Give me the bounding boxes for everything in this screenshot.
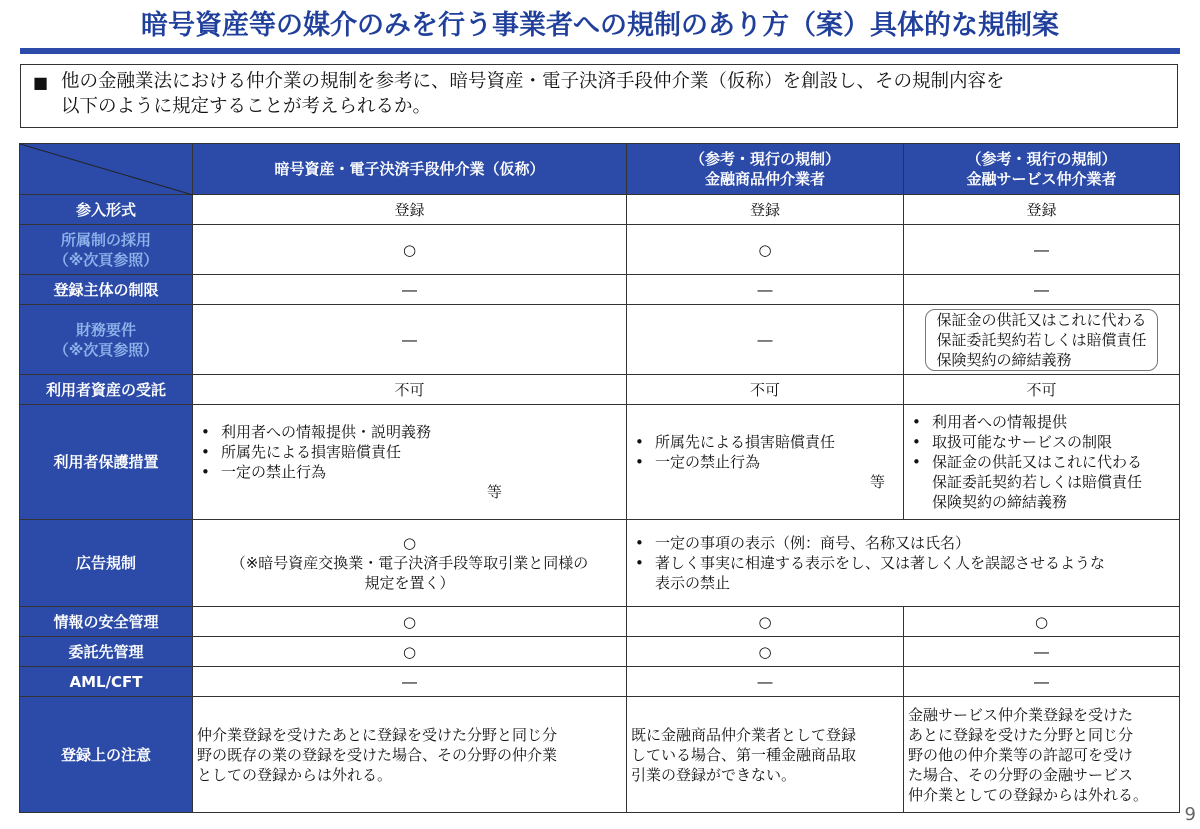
row-label-subtext: （※次頁参照） — [53, 250, 159, 269]
bracketed-note — [925, 309, 1157, 371]
cell-value: 不可 — [193, 375, 627, 405]
table-row — [20, 607, 1180, 637]
note-line: 保証金の供託又はこれに代わる — [936, 310, 1147, 329]
list-item-text: 表示の禁止 — [655, 574, 731, 592]
intro-line-1: 他の金融業法における仲介業の規制を参考に、暗号資産・電子決済手段仲介業（仮称）を創設し、その規制内容を — [61, 71, 1005, 92]
note-line: 仲介業登録を受けたあとに登録を受けた分野と同じ分 — [197, 725, 558, 744]
cell-value: ○ — [193, 225, 627, 275]
list-item: • 利用者への情報提供 — [932, 412, 1175, 432]
table-row — [20, 375, 1180, 405]
note-line: している場合、第一種金融商品取 — [631, 745, 857, 764]
note-line: 金融サービス仲介業登録を受けた — [908, 705, 1134, 724]
row-label-affiliation — [20, 225, 193, 275]
cell-value: ― — [193, 275, 627, 305]
note-line: としての登録からは外れる。 — [197, 765, 393, 784]
row-label-finance — [20, 305, 193, 375]
etc-mark: 等 — [486, 483, 502, 501]
cell-list — [627, 405, 904, 520]
table-row — [20, 275, 1180, 305]
list-item — [932, 452, 1175, 512]
column-header-fi-intermediary — [627, 144, 904, 195]
regulation-table — [19, 143, 1180, 813]
cell-value: ○ — [627, 225, 904, 275]
row-label-outsourcing: 委託先管理 — [20, 637, 193, 667]
cell-value: ○ — [627, 607, 904, 637]
cell-value: ― — [904, 225, 1180, 275]
cell-value: 登録 — [627, 195, 904, 225]
column-header-note: （参考・現行の規制） — [689, 150, 840, 168]
intro-box — [20, 64, 1178, 128]
row-label-aml: AML/CFT — [20, 667, 193, 697]
cell-value: 不可 — [904, 375, 1180, 405]
note-line: 引業の登録ができない。 — [631, 765, 797, 784]
cell-list — [193, 405, 627, 520]
list-item: • 一定の禁止行為 — [221, 462, 622, 482]
cell-value: ― — [904, 637, 1180, 667]
column-header-fs-intermediary — [904, 144, 1180, 195]
note-line: 保証委託契約若しくは賠償責任 — [936, 330, 1147, 349]
row-label-advertising: 広告規制 — [20, 520, 193, 607]
cell-value: ― — [193, 667, 627, 697]
column-header-label: 金融商品仲介業者 — [704, 170, 825, 188]
cell-list — [904, 405, 1180, 520]
list-item-text: • 保証金の供託又はこれに代わる — [932, 453, 1143, 471]
list-item: • 所属先による損害賠償責任 — [655, 432, 899, 452]
list-item: • 一定の禁止行為 — [655, 452, 899, 472]
row-label-protection: 利用者保護措置 — [20, 405, 193, 520]
column-header-note: （参考・現行の規制） — [966, 150, 1117, 168]
row-label-security: 情報の安全管理 — [20, 607, 193, 637]
square-bullet-icon: ■ — [33, 73, 49, 92]
note-line: あとに登録を受けた分野と同じ分 — [908, 725, 1134, 744]
page-title: 暗号資産等の媒介のみを行う事業者への規制のあり方（案）具体的な規制案 — [141, 10, 1059, 41]
cell-line: ○ — [402, 534, 417, 552]
cell-line: 規定を置く） — [364, 574, 455, 592]
list-item: • 所属先による損害賠償責任 — [221, 442, 622, 462]
header-corner-cell — [20, 144, 193, 195]
table-row — [20, 305, 1180, 375]
list-item-text: • 著しく事実に相違する表示をし、又は著しく人を誤認させるような — [655, 554, 1106, 572]
row-label-custody: 利用者資産の受託 — [20, 375, 193, 405]
list-item: • 取扱可能なサービスの制限 — [932, 432, 1175, 452]
table-row — [20, 697, 1180, 813]
cell-note — [627, 697, 904, 813]
cell-value: ― — [627, 305, 904, 375]
page-number: 9 — [1184, 804, 1196, 825]
note-line: 野の既存の業の登録を受けた場合、その分野の仲介業 — [197, 745, 558, 764]
diagonal-line-icon — [20, 144, 193, 195]
cell-value: ― — [904, 667, 1180, 697]
note-line: 既に金融商品仲介業者として登録 — [631, 725, 857, 744]
etc-mark: 等 — [869, 473, 885, 491]
cell-value: ― — [904, 275, 1180, 305]
list-item-text: 保証委託契約若しくは賠償責任 — [932, 473, 1143, 491]
cell-value: ○ — [193, 607, 627, 637]
list-item-text: 保険契約の締結義務 — [932, 493, 1068, 511]
note-line: 野の他の仲介業等の許認可を受け — [908, 745, 1134, 764]
table-row — [20, 405, 1180, 520]
row-label-notes: 登録上の注意 — [20, 697, 193, 813]
cell-value: 登録 — [904, 195, 1180, 225]
row-label-text: 財務要件 — [75, 320, 136, 339]
cell-line: （※暗号資産交換業・電子決済手段等取引業と同様の — [230, 554, 589, 572]
column-header-crypto: 暗号資産・電子決済手段仲介業（仮称） — [193, 144, 627, 195]
list-item: • 利用者への情報提供・説明義務 — [221, 422, 622, 442]
row-label-registrant: 登録主体の制限 — [20, 275, 193, 305]
title-divider — [20, 48, 1180, 54]
table-row — [20, 637, 1180, 667]
cell-value — [904, 305, 1180, 375]
row-label-entry: 参入形式 — [20, 195, 193, 225]
cell-value: ― — [627, 667, 904, 697]
cell-value: ○ — [904, 607, 1180, 637]
cell-note — [904, 697, 1180, 813]
table-row — [20, 520, 1180, 607]
cell-value: ― — [627, 275, 904, 305]
cell-value: 登録 — [193, 195, 627, 225]
list-item: • 一定の事項の表示（例：商号、名称又は氏名） — [655, 533, 1175, 553]
cell-value: 不可 — [627, 375, 904, 405]
table-row — [20, 225, 1180, 275]
cell-note — [193, 697, 627, 813]
table-row — [20, 667, 1180, 697]
column-header-label: 金融サービス仲介業者 — [966, 170, 1117, 188]
list-item — [655, 553, 1175, 593]
cell-value: ○ — [627, 637, 904, 667]
note-line: 仲介業としての登録からは外れる。 — [908, 785, 1149, 804]
note-line: 保険契約の締結義務 — [936, 350, 1072, 369]
row-label-text: 所属制の採用 — [60, 230, 151, 249]
table-header-row — [20, 144, 1180, 195]
row-label-subtext: （※次頁参照） — [53, 340, 159, 359]
table-row — [20, 195, 1180, 225]
cell-value — [193, 520, 627, 607]
cell-value: ○ — [193, 637, 627, 667]
intro-line-2: 以下のように規定することが考えられるか。 — [61, 96, 432, 117]
cell-list-merged — [627, 520, 1180, 607]
cell-value: ― — [193, 305, 627, 375]
note-line: た場合、その分野の金融サービス — [908, 765, 1134, 784]
